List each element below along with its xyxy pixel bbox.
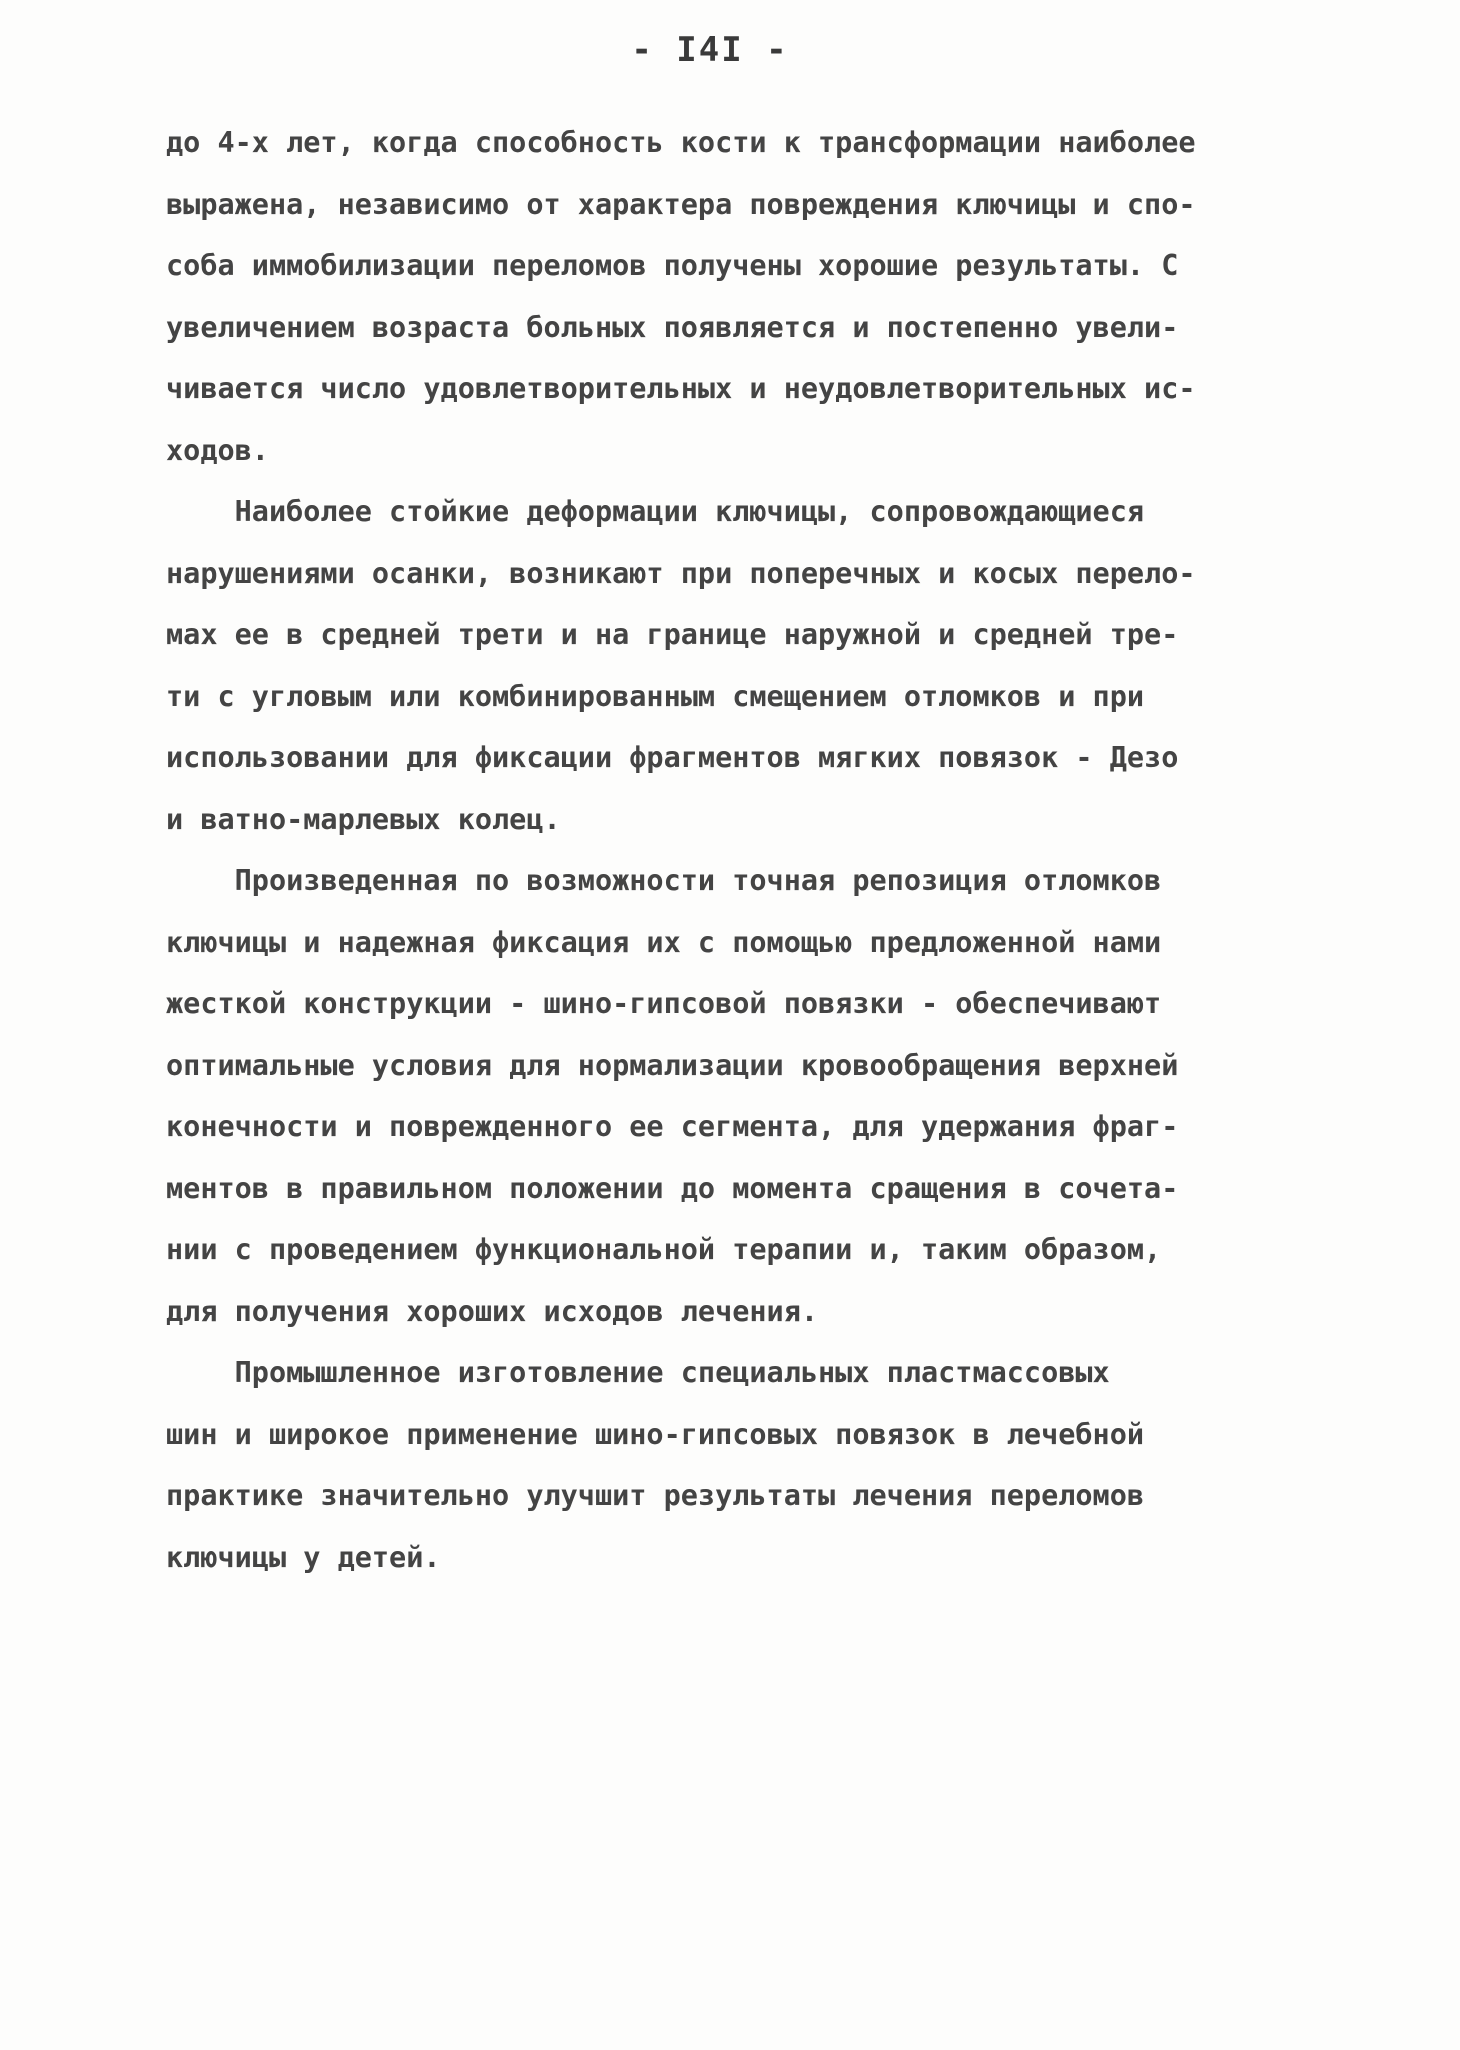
text-line: использовании для фиксации фрагментов мягких повязок - Дезо xyxy=(166,741,1179,774)
text-line: для получения хороших исходов лечения. xyxy=(166,1294,819,1328)
text-line: Промышленное изготовление специальных пластмассовых xyxy=(166,1356,1110,1389)
text-line: нии с проведением функциональной терапии и, таким образом, xyxy=(166,1233,1162,1266)
text-line: жесткой конструкции - шино-гипсовой повязки - обеспечивают xyxy=(166,987,1162,1020)
text-line: Наиболее стойкие деформации ключицы, сопровождающиеся xyxy=(166,495,1145,528)
text-line: ходов. xyxy=(166,433,269,467)
text-line: практике значительно улучшит результаты лечения переломов xyxy=(166,1479,1145,1512)
text-line: увеличением возраста больных появляется и постепенно увели- xyxy=(166,310,1179,344)
text-line: до 4-х лет, когда способность кости к трансформации наиболее xyxy=(166,126,1196,159)
text-line: шин и широкое применение шино-гипсовых повязок в лечебной xyxy=(166,1417,1145,1451)
text-line: чивается число удовлетворительных и неудовлетворительных ис- xyxy=(166,372,1196,405)
text-line: выражена, независимо от характера повреждения ключицы и спо- xyxy=(166,187,1196,221)
text-line: ключицы у детей. xyxy=(166,1540,441,1574)
page-number: - I4I - xyxy=(631,30,789,70)
text-line: нарушениями осанки, возникают при поперечных и косых перело- xyxy=(166,556,1196,590)
text-line: Произведенная по возможности точная репозиция отломков xyxy=(166,864,1162,897)
text-line: ти с угловым или комбинированным смещением отломков и при xyxy=(166,679,1145,713)
text-line: ментов в правильном положении до момента сращения в сочета- xyxy=(166,1171,1179,1205)
text-line: конечности и поврежденного ее сегмента, для удержания фраг- xyxy=(166,1110,1179,1143)
body-text xyxy=(166,112,1306,1588)
text-line: мах ее в средней трети и на границе наружной и средней тре- xyxy=(166,618,1179,651)
text-line: соба иммобилизации переломов получены хорошие результаты. С xyxy=(166,249,1179,282)
text-line: ключицы и надежная фиксация их с помощью предложенной нами xyxy=(166,925,1162,959)
text-line: и ватно-марлевых колец. xyxy=(166,802,561,836)
text-line: оптимальные условия для нормализации кровообращения верхней xyxy=(166,1048,1179,1082)
